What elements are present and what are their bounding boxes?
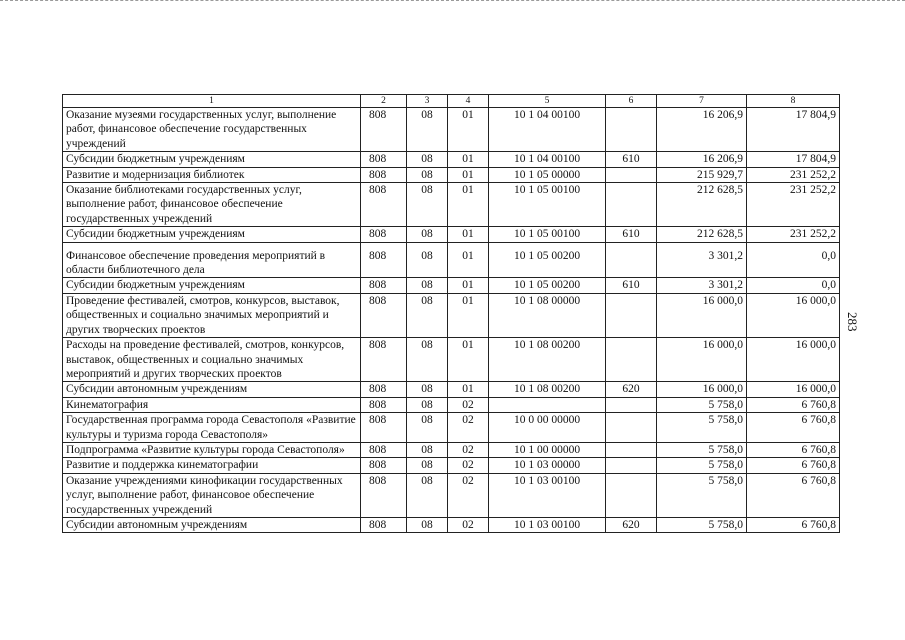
row-name-cell: Субсидии бюджетным учреждениям	[63, 278, 361, 293]
row-value-1-cell: 5 758,0	[657, 458, 747, 473]
column-header: 7	[657, 95, 747, 108]
row-main-code-cell: 808	[361, 242, 407, 278]
row-main-code-cell: 808	[361, 338, 407, 382]
row-subsection-cell: 02	[448, 517, 489, 532]
row-value-2-cell: 6 760,8	[747, 473, 840, 517]
table-row	[63, 397, 840, 412]
row-expense-type-cell: 610	[606, 152, 657, 167]
row-name-cell: Проведение фестивалей, смотров, конкурсов, выставок, общественных и социально значимых мероприятий и других творческих проектов	[63, 293, 361, 337]
row-program-code-cell: 10 1 04 00100	[489, 108, 606, 152]
row-name-cell: Субсидии автономным учреждениям	[63, 517, 361, 532]
row-expense-type-cell	[606, 338, 657, 382]
row-subsection-cell: 01	[448, 227, 489, 242]
row-value-2-cell: 6 760,8	[747, 517, 840, 532]
row-expense-type-cell: 610	[606, 278, 657, 293]
row-program-code-cell: 10 1 08 00200	[489, 338, 606, 382]
row-value-2-cell: 6 760,8	[747, 458, 840, 473]
row-subsection-cell: 01	[448, 293, 489, 337]
table-row	[63, 382, 840, 397]
row-program-code-cell: 10 1 03 00100	[489, 517, 606, 532]
row-section-cell: 08	[407, 473, 448, 517]
row-subsection-cell: 01	[448, 152, 489, 167]
row-section-cell: 08	[407, 382, 448, 397]
row-expense-type-cell: 620	[606, 382, 657, 397]
row-expense-type-cell	[606, 442, 657, 457]
row-name-cell: Оказание музеями государственных услуг, выполнение работ, финансовое обеспечение государственных учреждений	[63, 108, 361, 152]
row-subsection-cell: 02	[448, 397, 489, 412]
row-main-code-cell: 808	[361, 293, 407, 337]
row-main-code-cell: 808	[361, 397, 407, 412]
table-row	[63, 413, 840, 443]
row-section-cell: 08	[407, 278, 448, 293]
row-main-code-cell: 808	[361, 382, 407, 397]
row-subsection-cell: 02	[448, 413, 489, 443]
row-name-cell: Субсидии автономным учреждениям	[63, 382, 361, 397]
row-value-2-cell: 0,0	[747, 278, 840, 293]
column-header: 1	[63, 95, 361, 108]
budget-table	[62, 94, 840, 533]
row-section-cell: 08	[407, 108, 448, 152]
row-program-code-cell: 10 1 04 00100	[489, 152, 606, 167]
row-subsection-cell: 01	[448, 183, 489, 227]
row-value-1-cell: 16 000,0	[657, 338, 747, 382]
row-name-cell: Подпрограмма «Развитие культуры города Севастополя»	[63, 442, 361, 457]
column-header: 5	[489, 95, 606, 108]
row-value-2-cell: 16 000,0	[747, 382, 840, 397]
row-section-cell: 08	[407, 242, 448, 278]
row-main-code-cell: 808	[361, 278, 407, 293]
row-program-code-cell: 10 1 05 00200	[489, 242, 606, 278]
row-main-code-cell: 808	[361, 183, 407, 227]
row-expense-type-cell	[606, 397, 657, 412]
table-row	[63, 473, 840, 517]
top-dashed-rule	[0, 0, 905, 3]
row-subsection-cell: 02	[448, 473, 489, 517]
row-name-cell: Финансовое обеспечение проведения мероприятий в области библиотечного дела	[63, 242, 361, 278]
row-expense-type-cell: 610	[606, 227, 657, 242]
row-expense-type-cell	[606, 167, 657, 182]
row-value-2-cell: 231 252,2	[747, 183, 840, 227]
row-value-1-cell: 5 758,0	[657, 473, 747, 517]
table-row	[63, 278, 840, 293]
table-row	[63, 293, 840, 337]
table-row	[63, 242, 840, 278]
row-name-cell: Оказание библиотеками государственных услуг, выполнение работ, финансовое обеспечение государственных учреждений	[63, 183, 361, 227]
table-row	[63, 458, 840, 473]
row-subsection-cell: 02	[448, 442, 489, 457]
row-main-code-cell: 808	[361, 152, 407, 167]
row-program-code-cell: 10 1 03 00000	[489, 458, 606, 473]
row-program-code-cell: 10 1 08 00000	[489, 293, 606, 337]
column-header: 3	[407, 95, 448, 108]
column-header: 2	[361, 95, 407, 108]
row-name-cell: Кинематография	[63, 397, 361, 412]
row-program-code-cell: 10 1 08 00200	[489, 382, 606, 397]
row-value-2-cell: 17 804,9	[747, 152, 840, 167]
row-subsection-cell: 02	[448, 458, 489, 473]
table-row	[63, 442, 840, 457]
table-row	[63, 152, 840, 167]
row-subsection-cell: 01	[448, 167, 489, 182]
row-section-cell: 08	[407, 152, 448, 167]
row-value-1-cell: 3 301,2	[657, 242, 747, 278]
row-value-1-cell: 5 758,0	[657, 442, 747, 457]
row-value-1-cell: 215 929,7	[657, 167, 747, 182]
row-program-code-cell: 10 1 03 00100	[489, 473, 606, 517]
row-name-cell: Развитие и поддержка кинематографии	[63, 458, 361, 473]
row-main-code-cell: 808	[361, 167, 407, 182]
row-value-1-cell: 212 628,5	[657, 227, 747, 242]
row-section-cell: 08	[407, 517, 448, 532]
row-value-2-cell: 6 760,8	[747, 397, 840, 412]
row-value-1-cell: 16 000,0	[657, 293, 747, 337]
row-subsection-cell: 01	[448, 108, 489, 152]
row-expense-type-cell: 620	[606, 517, 657, 532]
column-header: 4	[448, 95, 489, 108]
row-section-cell: 08	[407, 338, 448, 382]
row-expense-type-cell	[606, 183, 657, 227]
row-name-cell: Субсидии бюджетным учреждениям	[63, 152, 361, 167]
row-value-1-cell: 16 206,9	[657, 152, 747, 167]
row-value-2-cell: 16 000,0	[747, 338, 840, 382]
row-program-code-cell: 10 1 05 00100	[489, 227, 606, 242]
row-value-2-cell: 0,0	[747, 242, 840, 278]
table-row	[63, 227, 840, 242]
row-subsection-cell: 01	[448, 382, 489, 397]
row-name-cell: Развитие и модернизация библиотек	[63, 167, 361, 182]
row-value-2-cell: 231 252,2	[747, 227, 840, 242]
row-value-1-cell: 5 758,0	[657, 397, 747, 412]
row-value-1-cell: 5 758,0	[657, 517, 747, 532]
row-value-2-cell: 231 252,2	[747, 167, 840, 182]
row-value-2-cell: 17 804,9	[747, 108, 840, 152]
row-value-1-cell: 5 758,0	[657, 413, 747, 443]
page-number: 283	[845, 312, 860, 332]
table-row	[63, 517, 840, 532]
row-value-1-cell: 16 206,9	[657, 108, 747, 152]
row-main-code-cell: 808	[361, 108, 407, 152]
row-section-cell: 08	[407, 167, 448, 182]
row-value-1-cell: 3 301,2	[657, 278, 747, 293]
row-expense-type-cell	[606, 413, 657, 443]
row-value-2-cell: 6 760,8	[747, 442, 840, 457]
row-subsection-cell: 01	[448, 278, 489, 293]
row-value-2-cell: 6 760,8	[747, 413, 840, 443]
row-section-cell: 08	[407, 413, 448, 443]
row-value-1-cell: 212 628,5	[657, 183, 747, 227]
row-section-cell: 08	[407, 227, 448, 242]
row-main-code-cell: 808	[361, 458, 407, 473]
table-row	[63, 108, 840, 152]
row-program-code-cell: 10 1 05 00000	[489, 167, 606, 182]
row-value-1-cell: 16 000,0	[657, 382, 747, 397]
row-name-cell: Государственная программа города Севастополя «Развитие культуры и туризма города Севастополя»	[63, 413, 361, 443]
row-section-cell: 08	[407, 458, 448, 473]
row-expense-type-cell	[606, 458, 657, 473]
table-row	[63, 183, 840, 227]
row-expense-type-cell	[606, 473, 657, 517]
row-expense-type-cell	[606, 242, 657, 278]
row-program-code-cell	[489, 397, 606, 412]
row-main-code-cell: 808	[361, 517, 407, 532]
row-main-code-cell: 808	[361, 227, 407, 242]
table-header-row	[63, 95, 840, 108]
row-program-code-cell: 10 1 05 00200	[489, 278, 606, 293]
row-section-cell: 08	[407, 293, 448, 337]
row-main-code-cell: 808	[361, 413, 407, 443]
row-section-cell: 08	[407, 183, 448, 227]
row-expense-type-cell	[606, 108, 657, 152]
row-main-code-cell: 808	[361, 442, 407, 457]
row-subsection-cell: 01	[448, 242, 489, 278]
row-program-code-cell: 10 1 05 00100	[489, 183, 606, 227]
row-program-code-cell: 10 1 00 00000	[489, 442, 606, 457]
column-header: 8	[747, 95, 840, 108]
row-subsection-cell: 01	[448, 338, 489, 382]
row-expense-type-cell	[606, 293, 657, 337]
row-name-cell: Субсидии бюджетным учреждениям	[63, 227, 361, 242]
row-section-cell: 08	[407, 442, 448, 457]
row-name-cell: Расходы на проведение фестивалей, смотров, конкурсов, выставок, общественных и социально значимых мероприятий и других творческих проектов	[63, 338, 361, 382]
column-header: 6	[606, 95, 657, 108]
row-name-cell: Оказание учреждениями кинофикации государственных услуг, выполнение работ, финансовое обеспечение государственных учреждений	[63, 473, 361, 517]
row-main-code-cell: 808	[361, 473, 407, 517]
row-section-cell: 08	[407, 397, 448, 412]
table-row	[63, 338, 840, 382]
row-program-code-cell: 10 0 00 00000	[489, 413, 606, 443]
table-row	[63, 167, 840, 182]
row-value-2-cell: 16 000,0	[747, 293, 840, 337]
